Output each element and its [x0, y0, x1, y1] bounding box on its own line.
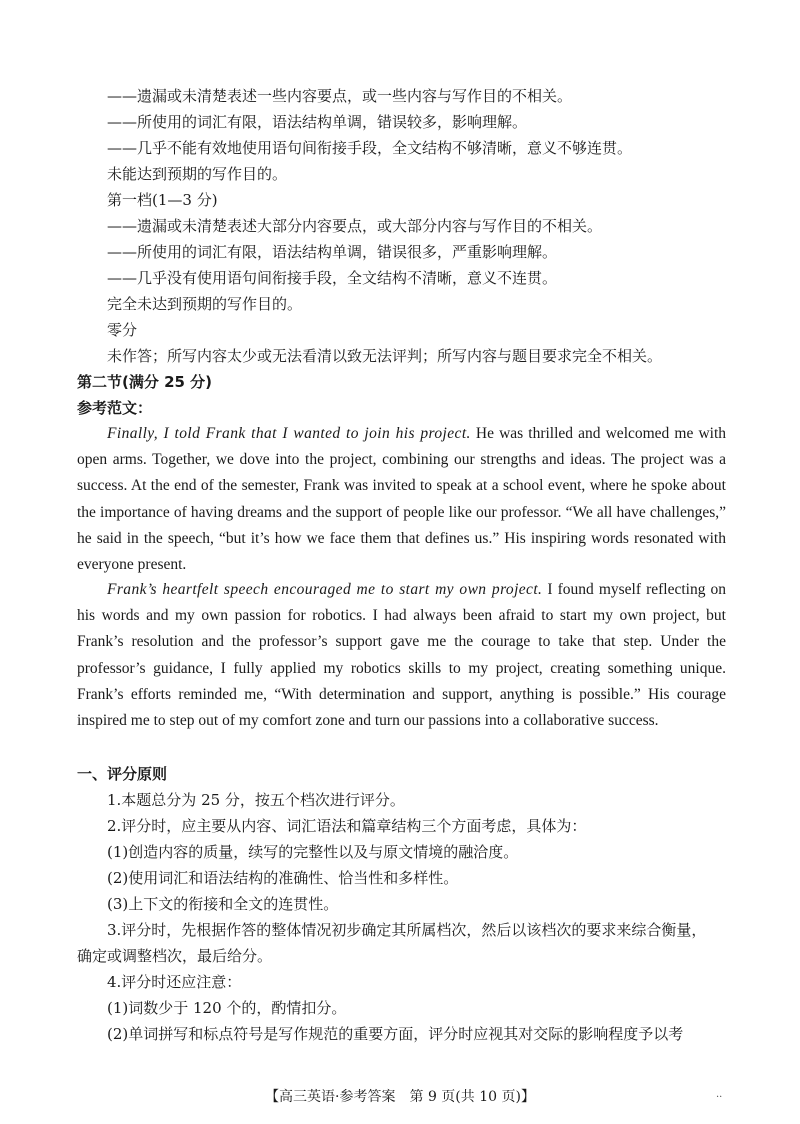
principle-item: 3.评分时，先根据作答的整体情况初步确定其所属档次，然后以该档次的要求来综合衡量， — [107, 921, 707, 939]
paragraph-body: He was thrilled and welcomed me with open arms. Together, we dove into the project, combining our strengths and ideas. The project was a success. At the end of the semester, Frank was invited to speak at a school event, where he spoke about the importance of having dreams and the support of people like our professor. “We all have challenges,” he said in the speech, “but it’s how we face them that defines us.” His inspiring words resonated with everyone present. — [77, 425, 726, 574]
principle-item: (2)单词拼写和标点符号是写作规范的重要方面，评分时应视其对交际的影响程度予以考 — [107, 1025, 684, 1043]
criterion-line: ——遗漏或未清楚表述一些内容要点，或一些内容与写作目的不相关。 — [107, 87, 573, 105]
principles-heading: 一、评分原则 — [77, 765, 168, 783]
principle-item: 1.本题总分为 25 分，按五个档次进行评分。 — [107, 791, 405, 809]
criterion-line: 未作答；所写内容太少或无法看清以致无法评判；所写内容与题目要求完全不相关。 — [107, 347, 663, 365]
paragraph-opening-sentence: Finally, I told Frank that I wanted to join his project. — [107, 425, 471, 442]
section-heading: 第二节(满分 25 分) — [77, 373, 213, 391]
sample-essay-label: 参考范文： — [77, 399, 153, 417]
criterion-line: 未能达到预期的写作目的。 — [107, 165, 288, 183]
criterion-line: ——所使用的词汇有限，语法结构单调，错误很多，严重影响理解。 — [107, 243, 558, 261]
essay-paragraph-2 — [77, 577, 726, 734]
corner-mark: ·· — [716, 1092, 723, 1103]
principle-item: (2)使用词汇和语法结构的准确性、恰当性和多样性。 — [107, 869, 459, 887]
grade-level-heading: 第一档(1—3 分) — [107, 191, 218, 209]
criterion-line: ——几乎不能有效地使用语句间衔接手段，全文结构不够清晰，意义不够连贯。 — [107, 139, 633, 157]
criterion-line: ——遗漏或未清楚表述大部分内容要点，或大部分内容与写作目的不相关。 — [107, 217, 603, 235]
criterion-line: ——几乎没有使用语句间衔接手段，全文结构不清晰，意义不连贯。 — [107, 269, 558, 287]
principle-item: 4.评分时还应注意： — [107, 973, 242, 991]
essay-paragraph-1 — [77, 421, 726, 578]
principle-item: (1)创造内容的质量，续写的完整性以及与原文情境的融洽度。 — [107, 843, 519, 861]
principle-item: 2.评分时，应主要从内容、词汇语法和篇章结构三个方面考虑，具体为： — [107, 817, 587, 835]
criterion-line: 完全未达到预期的写作目的。 — [107, 295, 303, 313]
grade-level-heading: 零分 — [107, 321, 138, 339]
page-footer: 【高三英语·参考答案 第 9 页(共 10 页)】 — [265, 1089, 535, 1105]
criterion-line: ——所使用的词汇有限，语法结构单调，错误较多，影响理解。 — [107, 113, 528, 131]
principle-item: (1)词数少于 120 个的，酌情扣分。 — [107, 999, 347, 1017]
principle-item: (3)上下文的衔接和全文的连贯性。 — [107, 895, 339, 913]
paragraph-body: I found myself reflecting on his words and my own passion for robotics. I had always been afraid to start my own project, but Frank’s resolution and the professor’s support gave me the courage to take that step. Under the professor’s guidance, I fully applied my robotics skills to my project, creating something unique. Frank’s efforts reminded me, “With determination and support, anything is possible.” His courage inspired me to step out of my comfort zone and turn our passions into a collaborative success. — [77, 581, 727, 730]
principle-item-continued: 确定或调整档次，最后给分。 — [77, 947, 273, 965]
paragraph-opening-sentence: Frank’s heartfelt speech encouraged me to start my own project. — [107, 581, 543, 598]
